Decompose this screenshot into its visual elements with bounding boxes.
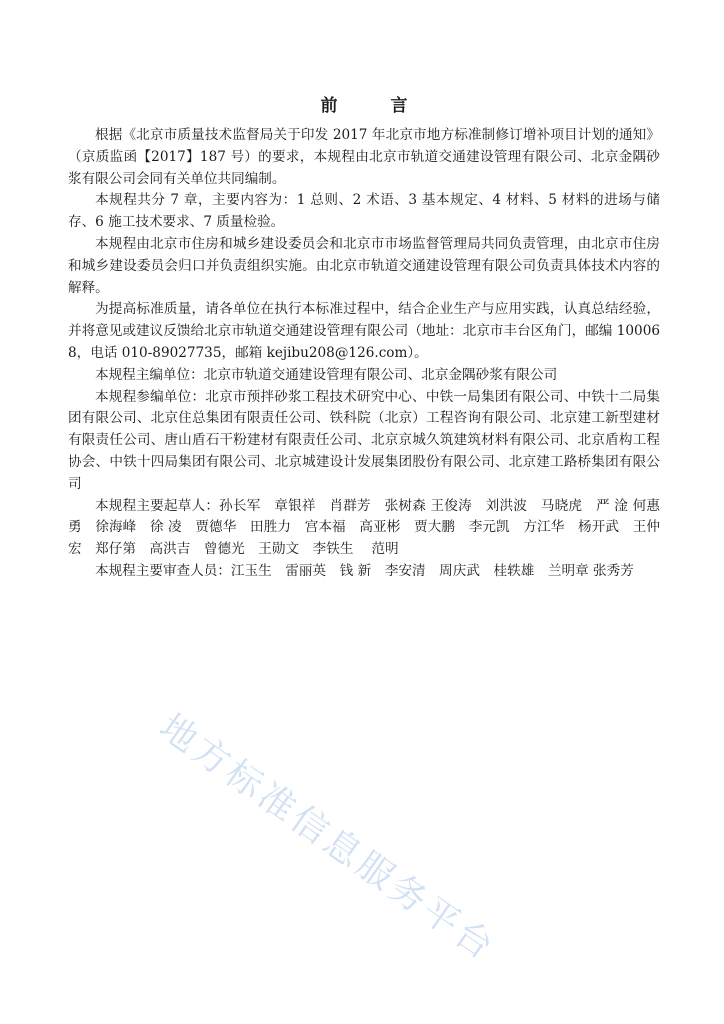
paragraph-chapters: 本规程共分 7 章，主要内容为：1 总则、2 术语、3 基本规定、4 材料、5 材料的进场与储存、6 施工技术要求、7 质量检验。	[68, 192, 660, 231]
paragraph-drafters: 本规程主要起草人：孙长军 章银祥 肖群芳 张树森 王俊涛 刘洪波 马晓虎 严 淦 何惠勇 徐海峰 徐 凌 贾德华 田胜力 宫本福 高亚彬 贾大鹏 李元凯 方江华 杨开武 王仲宏 郑仔第 高洪吉 曾德光 王勋文 李铁生 范明	[68, 497, 660, 558]
paragraph-management: 本规程由北京市住房和城乡建设委员会和北京市市场监督管理局共同负责管理，由北京市住房和城乡建设委员会归口并负责组织实施。由北京市轨道交通建设管理有限公司负责具体技术内容的解释。	[68, 235, 660, 296]
paragraph-participating-units: 本规程参编单位：北京市预拌砂浆工程技术研究中心、中铁一局集团有限公司、中铁十二局集团有限公司、北京住总集团有限责任公司、铁科院（北京）工程咨询有限公司、北京建工新型建材有限责任公司、唐山盾石干粉建材有限责任公司、北京京城久筑建筑材料有限公司、北京盾构工程协会、中铁十四局集团有限公司、北京城建设计发展集团股份有限公司、北京建工路桥集团有限公司	[68, 388, 660, 492]
page-title: 前 言	[320, 96, 426, 116]
watermark: 地方标准信息服务平台	[151, 706, 504, 970]
paragraph-reviewers: 本规程主要审查人员：江玉生 雷丽英 钱 新 李安清 周庆武 桂轶雄 兰明章 张秀芳	[95, 562, 634, 579]
paragraph-chief-editors: 本规程主编单位：北京市轨道交通建设管理有限公司、北京金隅砂浆有限公司	[95, 366, 558, 383]
paragraph-basis: 根据《北京市质量技术监督局关于印发 2017 年北京市地方标准制修订增补项目计划的通知》（京质监函【2017】187 号）的要求，本规程由北京市轨道交通建设管理有限公司、北京金隅砂浆有限公司会同有关单位共同编制。	[68, 127, 660, 187]
paragraph-feedback: 为提高标准质量，请各单位在执行本标准过程中，结合企业生产与应用实践，认真总结经验，并将意见或建议反馈给北京市轨道交通建设管理有限公司（地址：北京市丰台区角门，邮编 100068，电话 010-89027735，邮箱 kejibu208@126.com）。	[68, 301, 660, 361]
document-page	[68, 94, 660, 583]
